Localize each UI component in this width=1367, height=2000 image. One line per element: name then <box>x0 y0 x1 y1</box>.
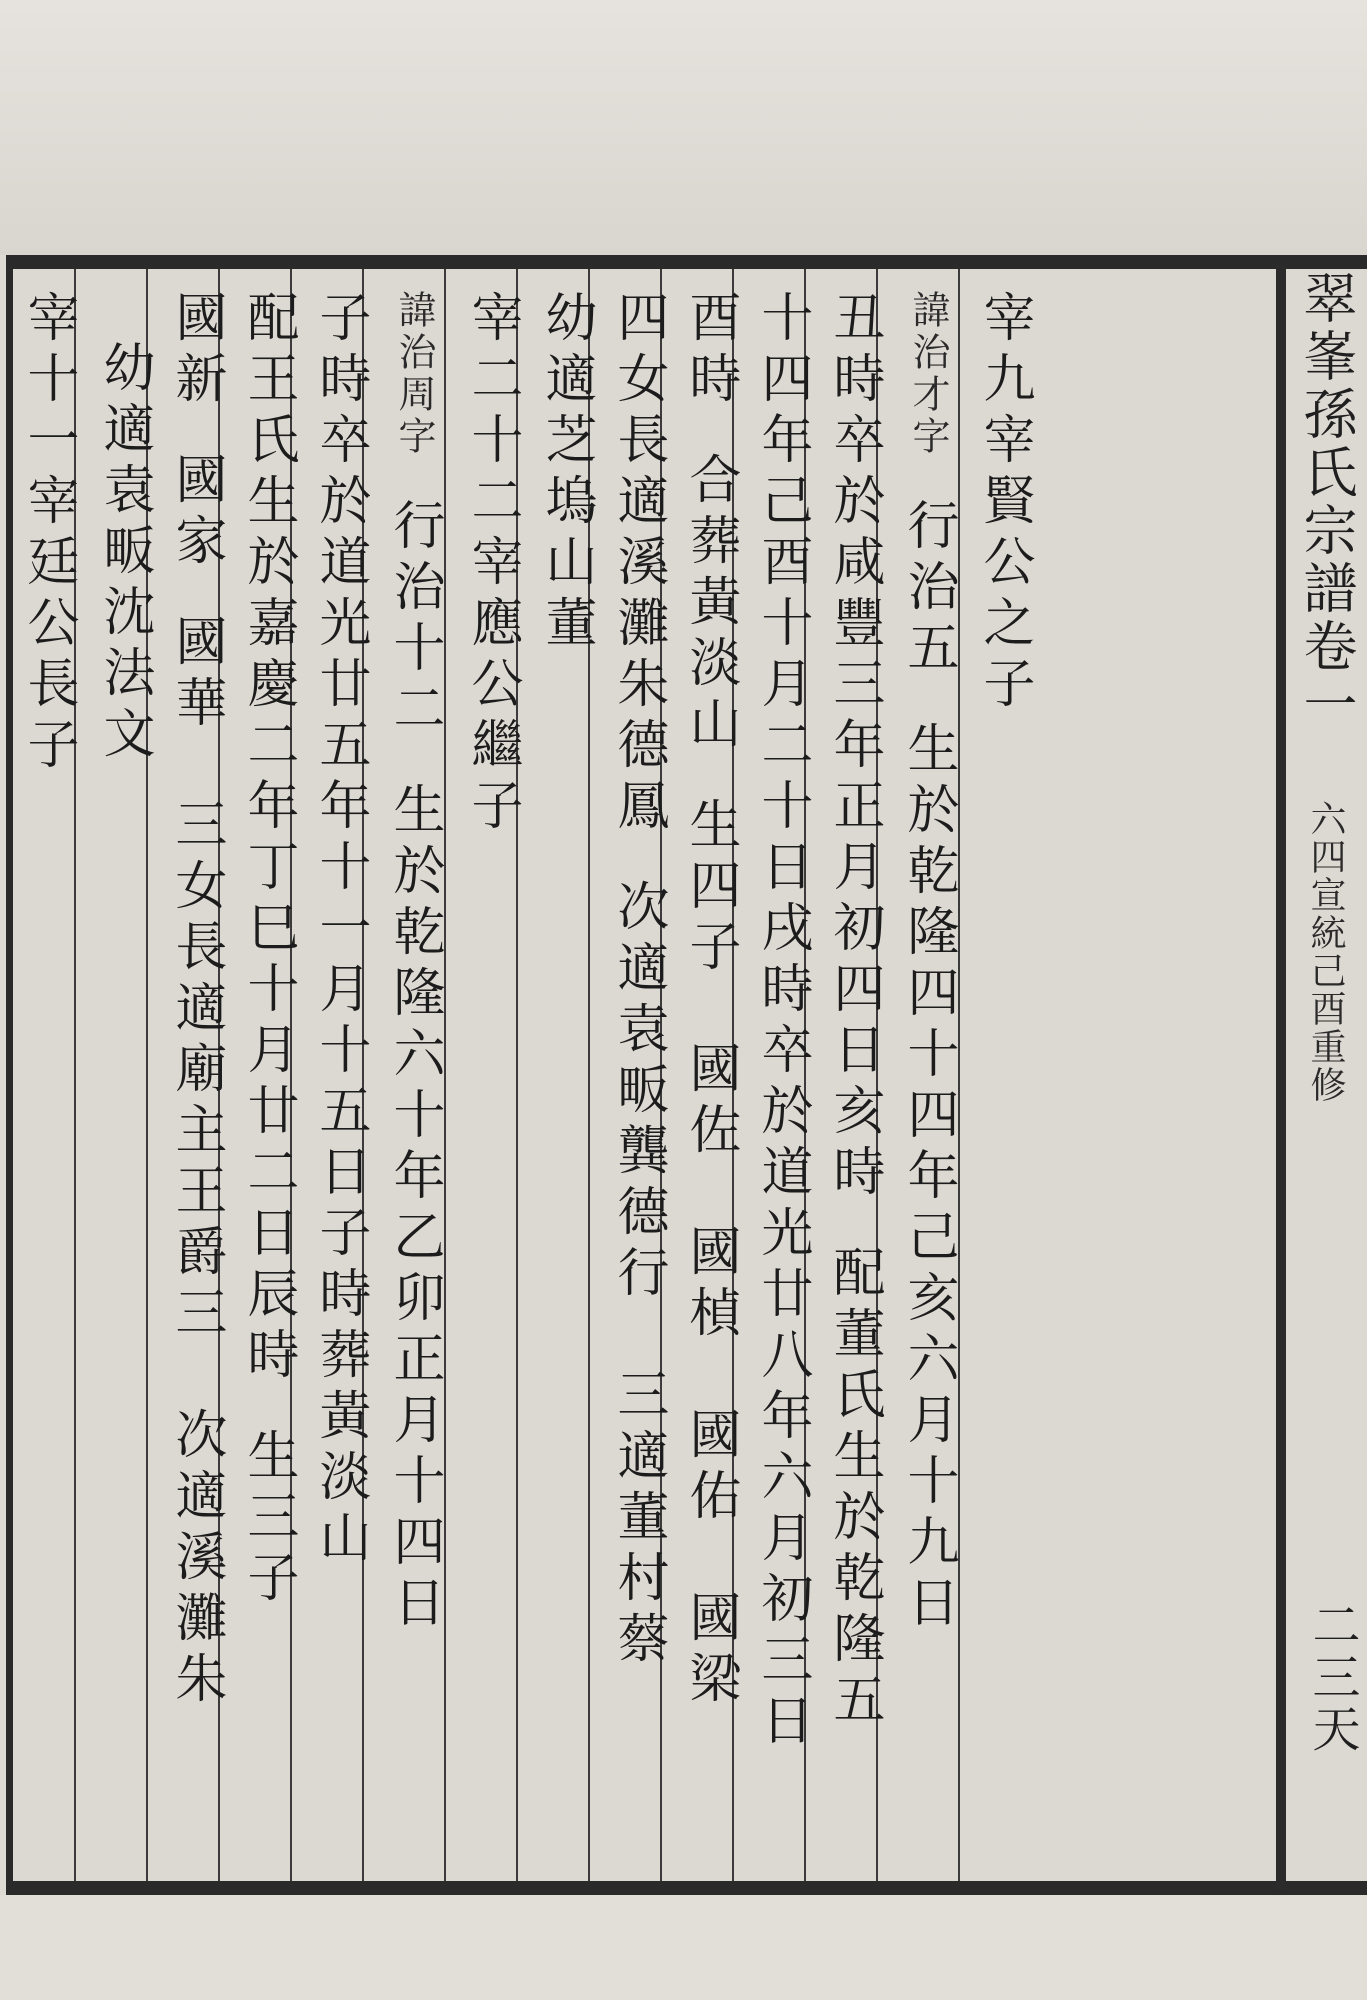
column-text: 配王氏生於嘉慶二年丁巳十月廿二日辰時 <box>238 290 298 1388</box>
column-text: 生四子 國佐 國楨 國佑 國梁 <box>680 797 740 1712</box>
column-text: 幼適芝塢山董 <box>536 290 596 656</box>
text-column <box>606 290 670 1672</box>
page-mark: 二三天 <box>1304 1600 1360 1756</box>
column-text: 行治十二 <box>384 498 444 742</box>
center-fold-bar <box>1276 265 1286 1890</box>
column-text: 四女長適溪灘朱德鳳 <box>608 290 668 839</box>
column-small-text: 諱治周字 <box>392 290 436 458</box>
column-text: 子時卒於道光廿五年十一月十五日子時葬黃淡山 <box>310 290 370 1571</box>
text-column <box>16 290 80 778</box>
column-text: 生於乾隆四十四年己亥六月十九日 <box>898 721 958 1636</box>
text-column <box>972 290 1036 717</box>
column-text: 國華 三女長適廟主王爵三 次適溪灘朱 <box>166 614 226 1712</box>
column-text: 生於乾隆六十年乙卯正月十四日 <box>384 782 444 1636</box>
column-small-text: 諱治才字 <box>906 290 950 458</box>
column-text: 行治五 <box>898 498 958 681</box>
text-column <box>896 290 960 1636</box>
text-column <box>164 290 228 1712</box>
text-column <box>534 290 598 656</box>
column-text: 宰十一宰廷公長子 <box>18 290 78 778</box>
text-column <box>308 290 372 1571</box>
text-column <box>822 290 886 1733</box>
text-column <box>382 290 446 1636</box>
column-text: 配董氏生於乾隆五 <box>824 1245 884 1733</box>
column-text: 丑時卒於咸豐三年正月初四日亥時 <box>824 290 884 1205</box>
column-text: 宰九宰賢公之子 <box>974 290 1034 717</box>
column-text: 幼適袁畈沈法文 <box>94 340 154 767</box>
column-text: 十四年己酉十月二十日戌時卒於道光廿八年六月初三日 <box>752 290 812 1754</box>
column-text: 生三子 <box>238 1428 298 1611</box>
column-text: 酉時 <box>680 290 740 412</box>
column-text: 國家 <box>166 452 226 574</box>
column-text: 次適袁畈龔德行 三適董村蔡 <box>608 879 668 1672</box>
text-column <box>678 290 742 1712</box>
column-text: 合葬黃淡山 <box>680 452 740 757</box>
text-column <box>236 290 300 1611</box>
text-column <box>460 290 524 839</box>
text-column <box>750 290 814 1754</box>
genealogy-title <box>1288 270 1365 734</box>
column-text: 國新 <box>166 290 226 412</box>
text-column <box>92 340 156 767</box>
column-text: 宰二十二宰應公繼子 <box>462 290 522 839</box>
page-bottom-margin <box>0 1895 1367 2000</box>
volume-text: 卷一 <box>1295 618 1358 734</box>
edition-note: 六四宣統己酉重修 <box>1305 800 1346 1104</box>
page-top-margin <box>0 0 1367 255</box>
title-text: 翠峯孫氏宗譜 <box>1295 270 1358 618</box>
